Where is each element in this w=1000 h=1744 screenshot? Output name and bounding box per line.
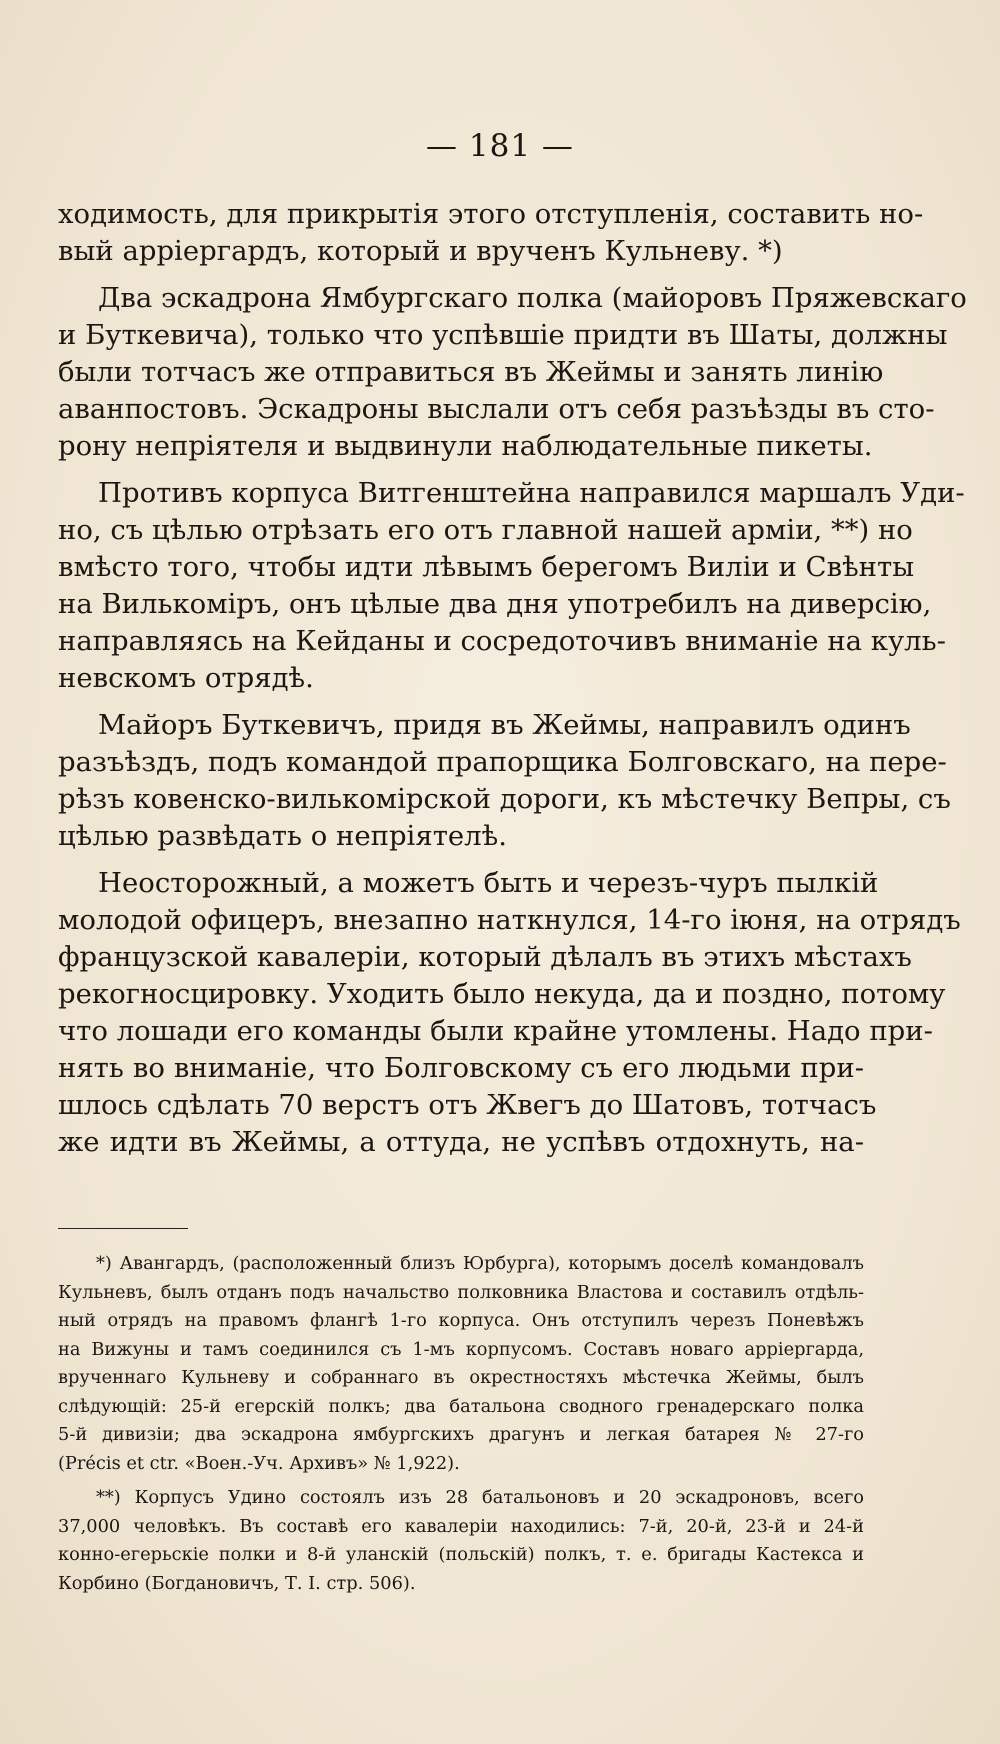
paragraph-3 xyxy=(58,475,965,697)
footnote-line: 37,000 человѣкъ. Въ составѣ его кавалеріи находились: 7-й, 20-й, 23-й и 24-й xyxy=(58,1515,864,1537)
text-line: Неосторожный, а можетъ быть и черезъ-чуръ пылкій xyxy=(98,867,879,899)
text-line: нять во вниманіе, что Болговскому съ его людьми при- xyxy=(58,1052,864,1084)
text-line: невскомъ отрядѣ. xyxy=(58,662,314,694)
page-number: — 181 — xyxy=(426,128,574,164)
footnote-line: (Précis et ctr. «Воен.-Уч. Архивъ» № 1,922). xyxy=(58,1452,460,1474)
text-line: рѣзъ ковенско-вилькомірской дороги, къ мѣстечку Вепры, съ xyxy=(58,783,951,815)
paragraph-2 xyxy=(58,280,967,465)
paragraph-4 xyxy=(58,707,951,855)
text-line: французской кавалеріи, который дѣлалъ въ этихъ мѣстахъ xyxy=(58,941,912,973)
text-line: же идти въ Жеймы, а оттуда, не успѣвъ отдохнуть, на- xyxy=(58,1126,864,1158)
text-line: вмѣсто того, чтобы идти лѣвымъ берегомъ Виліи и Свѣнты xyxy=(58,551,915,583)
text-line: что лошади его команды были крайне утомлены. Надо при- xyxy=(58,1015,933,1047)
paragraph-1 xyxy=(58,196,924,270)
text-line: были тотчасъ же отправиться въ Жеймы и занять линію xyxy=(58,356,884,388)
footnote-line: на Вижуны и тамъ соединился съ 1-мъ корпусомъ. Составъ новаго арріергарда, xyxy=(58,1338,864,1360)
footnote-1 xyxy=(58,1250,864,1478)
footnote-line: слѣдующій: 25-й егерскій полкъ; два батальона сводного гренадерскаго полка xyxy=(58,1395,864,1417)
text-line: на Вилькоміръ, онъ цѣлые два дня употребилъ на диверсію, xyxy=(58,588,932,620)
text-line: но, съ цѣлью отрѣзать его отъ главной нашей арміи, **) но xyxy=(58,514,913,546)
footnote-line: *) Авангардъ, (расположенный близъ Юрбурга), которымъ доселѣ командовалъ xyxy=(96,1253,864,1274)
text-line: цѣлью развѣдать о непріятелѣ. xyxy=(58,820,507,852)
text-line: рекогносцировку. Уходить было некуда, да и поздно, потому xyxy=(58,978,946,1010)
text-line: направляясь на Кейданы и сосредоточивъ вниманіе на куль- xyxy=(58,625,946,657)
text-line: аванпостовъ. Эскадроны выслали отъ себя разъѣзды въ сто- xyxy=(58,393,935,425)
text-line: Противъ корпуса Витгенштейна направился маршалъ Уди- xyxy=(98,477,965,509)
footnotes xyxy=(58,1250,864,1604)
paragraph-5 xyxy=(58,865,961,1161)
footnote-line: ный отрядъ на правомъ флангѣ 1-го корпуса. Онъ отступилъ черезъ Поневѣжъ xyxy=(58,1310,864,1331)
text-line: Майоръ Буткевичъ, придя въ Жеймы, направилъ одинъ xyxy=(98,709,911,741)
text-line: разъѣздъ, подъ командой прапорщика Болговскаго, на пере- xyxy=(58,746,947,778)
text-line: вый арріергардъ, который и врученъ Кульневу. *) xyxy=(58,235,783,267)
text-line: и Буткевича), только что успѣвшіе придти въ Шаты, должны xyxy=(58,319,948,351)
footnote-line: конно-егерьскіе полки и 8-й уланскій (польскій) полкъ, т. е. бригады Кастекса и xyxy=(58,1544,864,1565)
main-text xyxy=(58,196,967,1171)
text-line: рону непріятеля и выдвинули наблюдательные пикеты. xyxy=(58,430,873,462)
text-line: Два эскадрона Ямбургскаго полка (майоровъ Пряжевскаго xyxy=(98,282,967,314)
footnote-divider xyxy=(58,1228,188,1229)
footnote-2 xyxy=(58,1484,864,1598)
footnote-line: врученнаго Кульневу и собраннаго въ окрестностяхъ мѣстечка Жеймы, былъ xyxy=(58,1367,864,1388)
footnote-line: 5-й дивизіи; два эскадрона ямбургскихъ драгунъ и легкая батарея № 27-го xyxy=(58,1424,864,1445)
footnote-line: **) Корпусъ Удино состоялъ изъ 28 батальоновъ и 20 эскадроновъ, всего xyxy=(96,1487,864,1508)
text-line: шлось сдѣлать 70 верстъ отъ Жвегъ до Шатовъ, тотчасъ xyxy=(58,1089,877,1121)
text-line: молодой офицеръ, внезапно наткнулся, 14-го іюня, на отрядъ xyxy=(58,904,961,936)
footnote-line: Корбино (Богдановичъ, Т. I. стр. 506). xyxy=(58,1572,416,1594)
text-line: ходимость, для прикрытія этого отступленія, составить но- xyxy=(58,198,924,230)
footnote-line: Кульневъ, былъ отданъ подъ начальство полковника Властова и составилъ отдѣль- xyxy=(58,1281,864,1303)
